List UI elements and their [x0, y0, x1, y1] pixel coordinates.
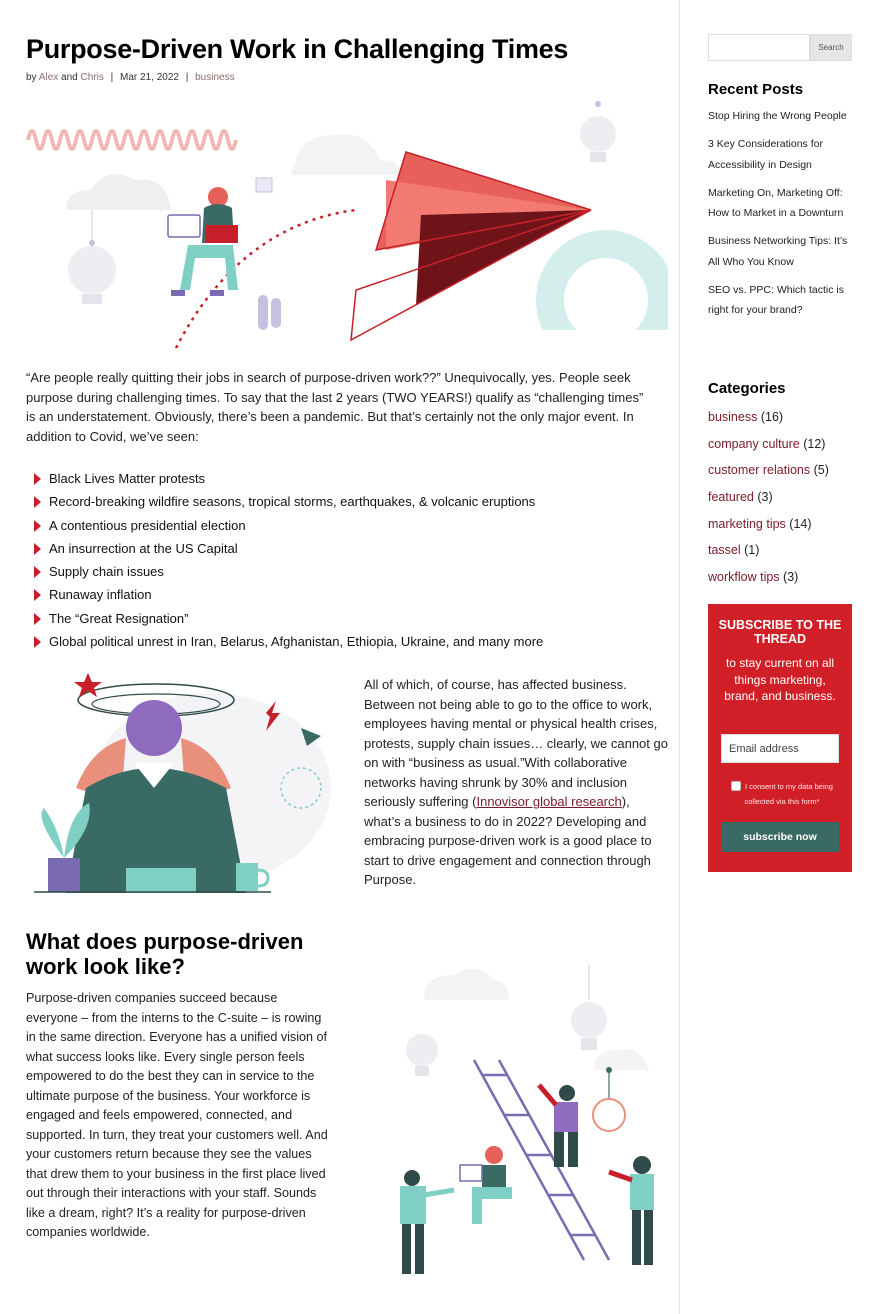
subscribe-button[interactable]: subscribe now: [721, 822, 839, 852]
main-content: [26, 0, 668, 1314]
category-link[interactable]: marketing tips: [708, 516, 786, 531]
hero-illustration: [26, 100, 668, 350]
lightbulb-icon: [580, 101, 616, 162]
recent-post-link[interactable]: Stop Hiring the Wrong People: [708, 110, 847, 122]
search-button[interactable]: Search: [810, 34, 852, 61]
recent-post-link[interactable]: 3 Key Considerations for Accessibility in Design: [708, 138, 823, 171]
category-link[interactable]: workflow tips: [708, 570, 780, 585]
categories-heading: Categories: [708, 380, 786, 397]
category-link[interactable]: customer relations: [708, 463, 811, 478]
list-item: Global political unrest in Iran, Belarus, Afghanistan, Ethiopia, Ukraine, and many more: [32, 630, 543, 653]
recent-posts-heading: Recent Posts: [708, 81, 804, 98]
consent-checkbox[interactable]: [731, 781, 741, 791]
list-item: Supply chain issues: [32, 560, 543, 583]
cube-icon: [256, 178, 272, 192]
search-form: [708, 34, 852, 61]
category-link[interactable]: featured: [708, 490, 754, 505]
events-list: [32, 467, 543, 653]
innovisor-research-link[interactable]: Innovisor global research: [476, 794, 622, 809]
lightbulb-icon: [68, 210, 116, 304]
category-link[interactable]: business: [708, 410, 758, 424]
bullet-triangle-icon: [34, 520, 41, 532]
subscribe-widget: [708, 604, 852, 872]
list-item: Black Lives Matter protests: [32, 467, 543, 490]
category-count: (5): [813, 463, 829, 478]
category-item: [708, 484, 829, 511]
category-link[interactable]: tassel: [708, 543, 741, 558]
purpose-paragraph: Purpose-driven companies succeed because everyone – from the interns to the C-suite – is rowing in the same direction. Everyone has a unified vision of what success looks like. Every single person feels empowered to do the best they can in service to the ultimate purpose of the business. Your workforce is engaged and feels empowered, connected, and supported. In turn, they treat your customers well. And your customers return because they see the values that drew them to your business in the first place lived out through their interactions with your staff. Sounds like a dream, right? It’s a reality for purpose-driven companies worldwide.: [26, 991, 328, 1239]
cloud-shape: [424, 969, 509, 1000]
category-item: [708, 457, 829, 484]
intro-paragraph: “Are people really quitting their jobs in search of purpose-driven work??” Unequivocally, yes. People seek purpose during challenging times. To say that the last 2 years (TWO YEARS!) qualify as “challenging times” is an understatement. Obviously, there’s been a pandemic. But that’s certainly not the only major event. In addition to Covid, we’ve seen:: [26, 370, 644, 444]
recent-post-link[interactable]: Marketing On, Marketing Off: How to Market in a Downturn: [708, 186, 844, 219]
lightbulb-icon: [406, 1034, 438, 1076]
bullet-triangle-icon: [34, 589, 41, 601]
category-count: (1): [744, 543, 760, 558]
post-date: Mar 21, 2022: [120, 72, 179, 83]
email-field[interactable]: Email address: [721, 734, 839, 763]
category-item: [708, 404, 829, 431]
gear-icon: [526, 230, 668, 350]
bullet-triangle-icon: [34, 473, 41, 485]
cloud-shape: [594, 1049, 649, 1070]
list-item: The “Great Resignation”: [32, 607, 543, 630]
sidebar-divider: [679, 0, 680, 1314]
author-link-alex[interactable]: Alex: [38, 72, 59, 83]
category-item: [708, 511, 829, 538]
meta-separator: |: [185, 72, 189, 83]
category-count: (14): [789, 516, 812, 531]
lightbulb-icon: [571, 965, 607, 1050]
page-title: Purpose-Driven Work in Challenging Times: [26, 34, 569, 64]
squiggle-decoration: [28, 131, 236, 149]
category-item: [708, 537, 829, 564]
category-count: (16): [760, 410, 784, 424]
subscribe-text: to stay current on all things marketing, brand, and business.: [724, 656, 836, 703]
meta-by: by: [26, 72, 37, 83]
lightbulb-icon: [593, 1067, 625, 1131]
category-count: (12): [803, 436, 826, 451]
category-count: (3): [783, 570, 799, 585]
category-item: [708, 564, 829, 591]
person-with-laptop: [168, 187, 281, 330]
recent-posts-list: [708, 106, 854, 328]
search-input[interactable]: [708, 34, 810, 61]
list-item: Record-breaking wildfire seasons, tropical storms, earthquakes, & volcanic eruptions: [32, 490, 543, 513]
subscribe-heading: SUBSCRIBE TO THE THREAD: [718, 618, 842, 646]
list-item: Runaway inflation: [32, 583, 543, 606]
bullet-triangle-icon: [34, 636, 41, 648]
bullet-triangle-icon: [34, 613, 41, 625]
recent-post-link[interactable]: SEO vs. PPC: Which tactic is right for your brand?: [708, 283, 844, 316]
category-item: [708, 431, 829, 458]
star-icon: [74, 673, 102, 697]
consent-label: I consent to my data being collected via this form*: [744, 782, 833, 806]
pointing-person: [400, 1170, 454, 1274]
team-illustration: [364, 960, 668, 1290]
list-item: An insurrection at the US Capital: [32, 537, 543, 560]
category-count: (3): [757, 490, 773, 505]
recent-post-link[interactable]: Business Networking Tips: It’s All Who You Know: [708, 235, 848, 268]
categories-list: [708, 404, 829, 591]
cloud-shape: [66, 174, 171, 210]
meta-separator: |: [110, 72, 114, 83]
cloud-shape: [291, 134, 401, 175]
list-item: A contentious presidential election: [32, 514, 543, 537]
standing-woman: [609, 1156, 654, 1265]
bullet-triangle-icon: [34, 543, 41, 555]
sitting-person: [460, 1146, 512, 1224]
bullet-triangle-icon: [34, 496, 41, 508]
post-category-link[interactable]: business: [195, 72, 235, 83]
bullet-triangle-icon: [34, 566, 41, 578]
post-meta: [26, 72, 235, 83]
meta-and: and: [61, 72, 78, 83]
category-link[interactable]: company culture: [708, 436, 800, 451]
business-paragraph: All of which, of course, has affected business. Between not being able to go to the office to work, employees having mental or physical health crises, protests, supply chain issues… clearly, we cannot go on with “business as usual.”With collaborative networks having shrunk by 30% and inclusion seriously suffering (Innovisor global research), what’s a business to do in 2022? Developing and embracing purpose-driven work is a good place to start to drive engagement and connection through Purpose.: [364, 677, 668, 887]
stressed-person-illustration: [26, 668, 336, 898]
consent-row: [721, 779, 843, 809]
author-link-chris[interactable]: Chris: [80, 72, 104, 83]
section-heading: What does purpose-driven work look like?: [26, 929, 304, 979]
